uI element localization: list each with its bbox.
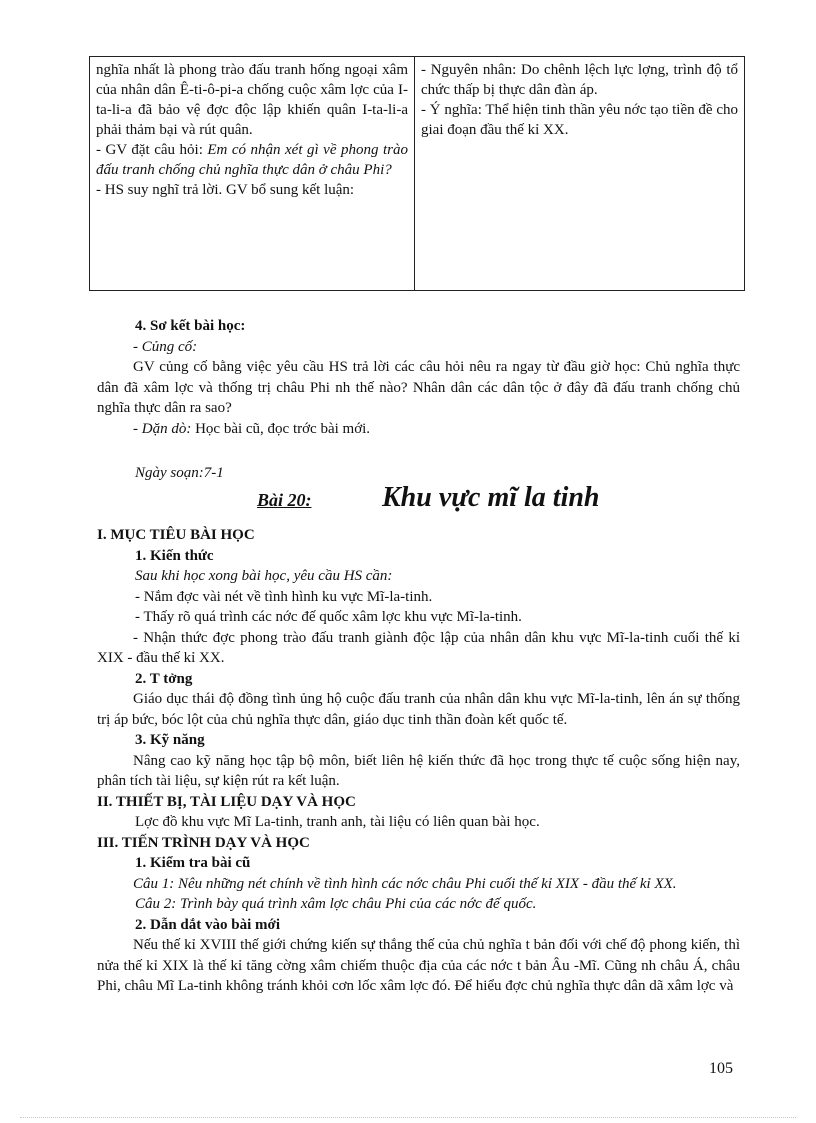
cause-text: - Nguyên nhân: Do chênh lệch lực lợng, trình độ tổ chức thấp bị thực dân đàn áp.: [421, 62, 738, 98]
skill-heading: 3. Kỹ năng: [135, 732, 205, 748]
prep-date: Ngày soạn:7-1: [135, 465, 224, 481]
knowledge-heading: 1. Kiến thức: [135, 547, 214, 564]
review-question-2: Câu 2: Trình bày quá trình xâm lợc châu Phi của các nớc đế quốc.: [135, 896, 537, 912]
table-row: [90, 57, 745, 291]
lesson-table: [89, 56, 745, 291]
equipment-text: Lợc đồ khu vực Mĩ La-tinh, tranh anh, tài liệu có liên quan bài học.: [135, 814, 540, 830]
homework-line: - Dặn dò: Học bài cũ, đọc trớc bài mới.: [133, 420, 371, 437]
knowledge-item: - Thấy rõ quá trình các nớc đế quốc xâm lợc khu vực Mĩ-la-tinh.: [135, 609, 522, 625]
summary-heading: 4. Sơ kết bài học:: [135, 318, 246, 334]
thought-heading: 2. T tởng: [135, 670, 193, 687]
knowledge-cell: [415, 57, 745, 291]
page-number: 105: [709, 1060, 733, 1077]
knowledge-item: - Nắm đợc vài nét về tình hình ku vực Mĩ-la-tinh.: [135, 588, 433, 605]
gv-question: - GV đặt câu hỏi: Em có nhận xét gì về phong trào đấu tranh chống chủ nghĩa thực dân ở châu Phi?: [96, 142, 408, 178]
skill-text: Nâng cao kỹ năng học tập bộ môn, biết liên hệ kiến thức đã học trong thực tế cuộc sống hiện nay, phân tích tài liệu, sự kiện rút ra kết luận.: [97, 752, 740, 789]
objectives-section: [97, 525, 740, 997]
consolidate-label: - Củng cố:: [133, 338, 198, 355]
summary-body: GV củng cố bằng việc yêu cầu HS trả lời các câu hỏi nêu ra ngay từ đầu giờ học: Chủ nghĩa thực dân đã xâm lợc và thống trị châu Phi nh thế nào? Nhân dân các dân tộc ở đây đã đấu tranh chống chủ nghĩa thực dân ra sao?: [97, 359, 740, 416]
table-left-paragraph: nghĩa nhất là phong trào đấu tranh hống ngoại xâm của nhân dân Ê-ti-ô-pi-a chống cuộc xâm lợc của I-ta-li-a đã bảo vệ đợc độc lập khiến quân I-ta-li-a phải thảm bại và rút quân.: [96, 62, 408, 138]
lesson-title: Khu vực mĩ la tinh: [382, 482, 600, 513]
review-heading: 1. Kiểm tra bài cũ: [135, 855, 251, 871]
meaning-text: - Ý nghĩa: Thể hiện tinh thần yêu nớc tạo tiền đề cho giai đoạn đầu thế kỉ XX.: [421, 102, 738, 138]
thought-text: Giáo dục thái độ đồng tình ủng hộ cuộc đấu tranh của nhân dân khu vực Mĩ-la-tinh, lên án sự thống trị áp bức, bóc lột của chủ nghĩa thực dân, giáo dục tinh thần đoàn kết quốc tế.: [97, 691, 740, 728]
intro-text: Nếu thế kỉ XVIII thế giới chứng kiến sự thắng thế của chủ nghĩa t bản đối với chế độ phong kiến, thì nửa thế kỉ XIX là thế kỉ tăng cờng xâm chiếm thuộc địa của các nớc t bản Âu -Mĩ. Cũng nh châu Á, châu Phi, châu Mĩ La-tinh không tránh khỏi cơn lốc xâm lợc đó. Để hiểu đợc chủ nghĩa thực dân dã xâm lợc và: [97, 937, 740, 994]
lesson-title-row: [97, 482, 740, 522]
intro-heading: 2. Dẫn dắt vào bài mới: [135, 916, 280, 933]
teacher-activity-cell: [90, 57, 415, 291]
hs-response: - HS suy nghĩ trả lời. GV bổ sung kết luận:: [96, 182, 355, 198]
objectives-heading: I. MỤC TIÊU BÀI HỌC: [97, 527, 255, 543]
knowledge-intro: Sau khi học xong bài học, yêu cầu HS cần:: [135, 568, 393, 584]
knowledge-item: - Nhận thức đợc phong trào đấu tranh giành độc lập của nhân dân khu vực Mĩ-la-tinh cuối thế kỉ XIX - đầu thế kỉ XX.: [97, 629, 740, 666]
review-question-1: Câu 1: Nêu những nét chính về tình hình các nớc châu Phi cuối thế kỉ XIX - đầu thế kỉ XX.: [133, 875, 677, 892]
lesson-number: Bài 20:: [257, 490, 312, 510]
summary-section: [97, 316, 740, 439]
page-bottom-divider: [20, 1117, 796, 1118]
procedure-heading: III. TIẾN TRÌNH DẠY VÀ HỌC: [97, 834, 310, 851]
equipment-heading: II. THIẾT BỊ, TÀI LIỆU DẠY VÀ HỌC: [97, 793, 356, 810]
